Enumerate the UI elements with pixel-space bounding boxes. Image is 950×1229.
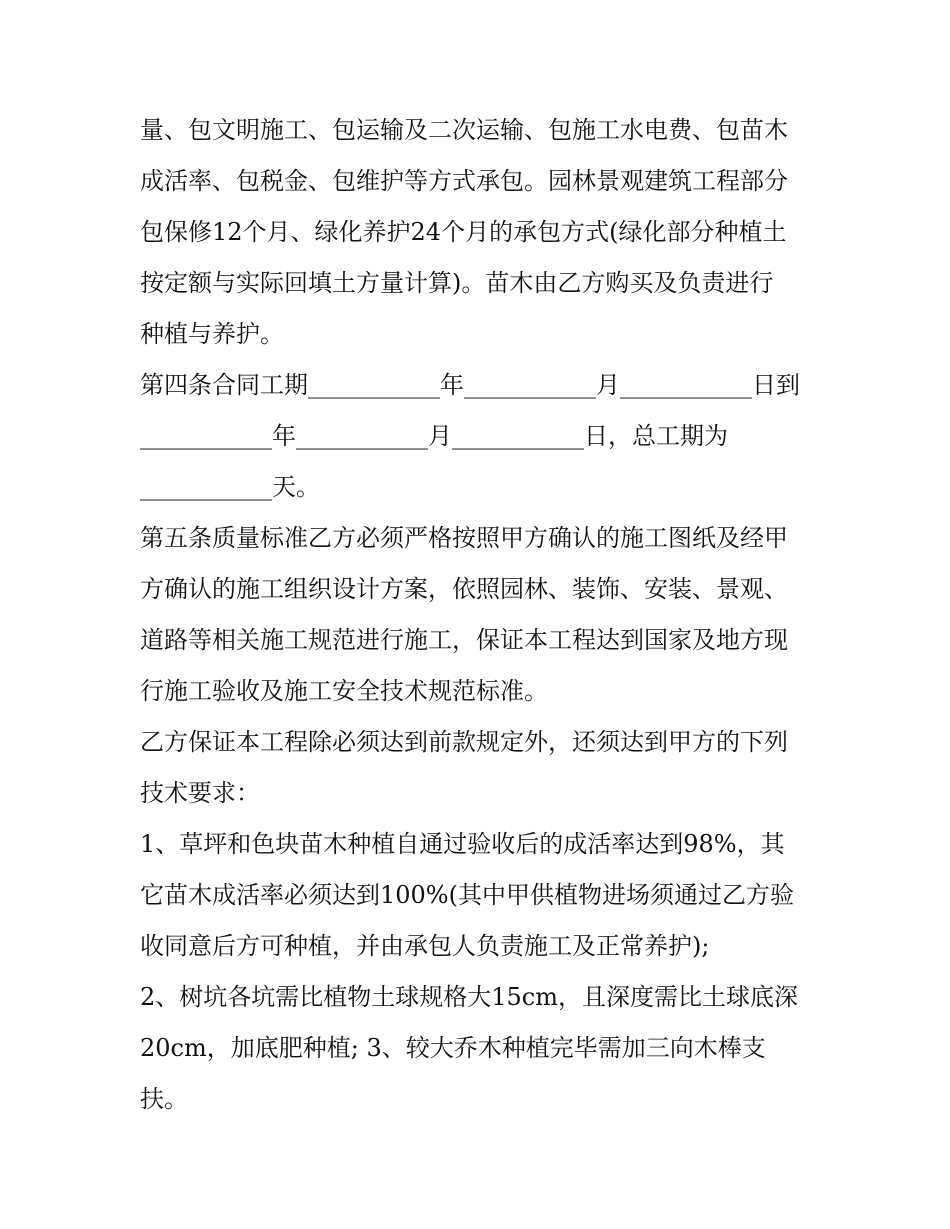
text-line: 量、包文明施工、包运输及二次运输、包施工水电费、包苗木	[140, 116, 788, 144]
text-line: 按定额与实际回填土方量计算)。苗木由乙方购买及负责进行	[140, 269, 774, 297]
text-line: 20cm，加底肥种植; 3、较大乔木种植完毕需加三向木棒支	[140, 1034, 766, 1062]
text-line: 道路等相关施工规范进行施工，保证本工程达到国家及地方现	[140, 626, 788, 654]
text-line: 行施工验收及施工安全技术规范标准。	[140, 677, 548, 705]
text-line: 第四条合同工期___________年___________月___________日到	[140, 371, 800, 399]
text-line: 成活率、包税金、包维护等方式承包。园林景观建筑工程部分	[140, 167, 788, 195]
text-line: 它苗木成活率必须达到100%(其中甲供植物进场须通过乙方验	[140, 881, 794, 909]
text-line: ___________天。	[140, 473, 320, 501]
text-line: 2、树坑各坑需比植物土球规格大15cm，且深度需比土球底深	[140, 983, 799, 1011]
contract-text	[140, 105, 830, 1125]
text-line: 技术要求：	[140, 779, 260, 807]
text-line: 第五条质量标准乙方必须严格按照甲方确认的施工图纸及经甲	[140, 524, 788, 552]
text-line: 1、草坪和色块苗木种植自通过验收后的成活率达到98%，其	[140, 830, 785, 858]
text-line: 种植与养护。	[140, 320, 284, 348]
text-line: ___________年___________月___________日，总工期为	[140, 422, 728, 450]
text-line: 收同意后方可种植，并由承包人负责施工及正常养护);	[140, 932, 710, 960]
text-line: 包保修12个月、绿化养护24个月的承包方式(绿化部分种植土	[140, 218, 787, 246]
text-line: 方确认的施工组织设计方案，依照园林、装饰、安装、景观、	[140, 575, 788, 603]
text-line: 乙方保证本工程除必须达到前款规定外，还须达到甲方的下列	[140, 728, 788, 756]
text-line: 扶。	[140, 1085, 188, 1113]
